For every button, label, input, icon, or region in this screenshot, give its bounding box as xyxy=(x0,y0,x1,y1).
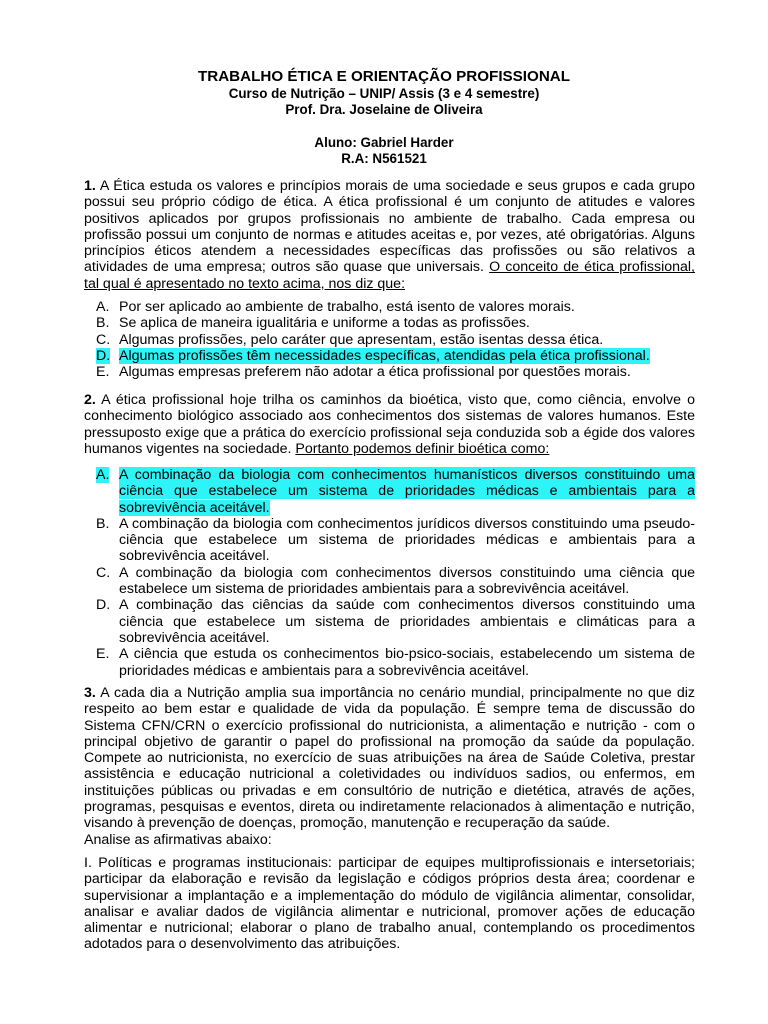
option-text: Por ser aplicado ao ambiente de trabalho, está isento de valores morais. xyxy=(119,299,575,315)
option-letter: B. xyxy=(96,315,110,332)
document-header xyxy=(0,68,768,167)
question-3 xyxy=(84,685,695,848)
question-1-prompt: O conceito de ética profissional, tal qual é apresentado no texto acima, nos diz que: xyxy=(84,259,695,292)
course-line: Curso de Nutrição – UNIP/ Assis (3 e 4 semestre) xyxy=(228,86,540,101)
question-3-text xyxy=(84,685,695,832)
option-text: Algumas profissões, pelo caráter que apresentam, estão isentas dessa ética. xyxy=(119,331,604,348)
question-2-body: A ética profissional hoje trilha os caminhos da bioética, visto que, como ciência, envolve o conhecimento biológico associado aos conhecimentos dos sistemas de valores humanos. Este pressuposto exige que a prática do exercício profissional seja conduzida sob a égide dos valores humanos vigentes na sociedade. xyxy=(84,392,695,457)
question-3-number: 3. xyxy=(84,685,96,701)
option-2e xyxy=(84,646,695,679)
ra-line: R.A: N561521 xyxy=(341,151,427,166)
option-text: A ciência que estuda os conhecimentos bio-psico-sociais, estabelecendo um sistema de prioridades médicas e ambientais para a sobrevivência aceitável. xyxy=(119,646,695,679)
option-2d xyxy=(84,597,695,646)
question-3-body: A cada dia a Nutrição amplia sua importância no cenário mundial, principalmente no que diz respeito ao bem estar e qualidade de vida da população. É sempre tema de discussão do Sistema CFN/CRN o exercício profissional do nutricionista, a alimentação e nutrição - com o principal objetivo de garantir o papel do profissional na promoção da saúde da população. Compete ao nutricionista, no exercício de suas atribuições na área de Saúde Coletiva, prestar assistência e educação nutricional a coletividades ou indivíduos sadios, ou enfermos, em instituições públicas ou privadas e em consultório de nutrição e dietética, através de ações, programas, pesquisas e eventos, direta ou indiretamente relacionados à alimentação e nutrição, visando à prevenção de doenças, promoção, manutenção e recuperação da saúde. xyxy=(84,685,695,832)
option-2b xyxy=(84,516,695,565)
question-1-number: 1. xyxy=(84,178,96,194)
option-text: Algumas empresas preferem não adotar a ética profissional por questões morais. xyxy=(119,364,631,381)
item-i-text: I. Políticas e programas institucionais: participar de equipes multiprofissionais e intersetoriais; participar da elaboração e revisão da legislação e códigos próprios desta área; coordenar e supervisionar a implantação e a implementação do módulo de vigilância alimentar, consolidar, analisar e avaliar dados de vigilância alimentar e nutricional, promover ações de educação alimentar e nutricional; elaborar o plano de trabalho anual, contemplando os procedimentos adotados para o desenvolvimento das atribuições. xyxy=(84,855,695,953)
option-2a-highlighted xyxy=(84,467,695,516)
question-2-text xyxy=(84,392,695,457)
option-letter: D. xyxy=(96,347,111,364)
question-2-number: 2. xyxy=(84,392,96,408)
option-1e xyxy=(84,364,695,380)
option-letter: B. xyxy=(96,515,110,532)
option-1b xyxy=(84,315,695,331)
option-2c xyxy=(84,565,695,598)
question-2-options xyxy=(84,467,695,679)
option-text: Se aplica de maneira igualitária e uniforme a todas as profissões. xyxy=(119,315,530,332)
option-letter: E. xyxy=(96,364,110,381)
option-letter: D. xyxy=(96,597,111,614)
option-letter: C. xyxy=(96,564,111,581)
option-1d-highlighted xyxy=(84,348,695,364)
option-letter: E. xyxy=(96,646,110,663)
question-1-body: A Ética estuda os valores e princípios morais de uma sociedade e seus grupos e cada grupo possui seu próprio código de ética. A ética profissional é um conjunto de atitudes e valores positivos aplicados por grupos profissionais no ambiente de trabalho. Cada empresa ou profissão possui um conjunto de normas e atitudes aceitas e, por vezes, até obrigatórias. Alguns princípios éticos atendem a necessidades específicas das profissões ou são relativos a atividades de uma empresa; outros são quase que universais. xyxy=(84,178,695,276)
option-text: A combinação da biologia com conhecimentos humanísticos diversos constituindo uma ciência que estabelece um sistema de prioridades médicas e ambientais para a sobrevivência aceitável. xyxy=(119,467,695,516)
student-line: Aluno: Gabriel Harder xyxy=(314,135,454,150)
professor-line: Prof. Dra. Joselaine de Oliveira xyxy=(285,102,483,117)
question-2-prompt: Portanto podemos definir bioética como: xyxy=(295,440,550,457)
question-3-instruction: Analise as afirmativas abaixo: xyxy=(84,831,272,848)
question-1-options xyxy=(84,299,695,380)
option-text: A combinação das ciências da saúde com conhecimentos diversos constituindo uma ciência que estabelece um sistema de prioridades ambientais e climáticas para a sobrevivência aceitável. xyxy=(119,597,695,646)
document-title: TRABALHO ÉTICA E ORIENTAÇÃO PROFISSIONAL xyxy=(197,68,571,85)
option-letter: C. xyxy=(96,331,111,348)
option-1a xyxy=(84,299,695,315)
header-spacer xyxy=(0,118,768,135)
option-letter: A. xyxy=(96,299,110,315)
option-text: A combinação da biologia com conhecimentos diversos constituindo uma ciência que estabelece um sistema de prioridades ambientais para a sobrevivência aceitável. xyxy=(119,564,695,598)
option-letter: A. xyxy=(96,467,110,483)
option-text: Algumas profissões têm necessidades específicas, atendidas pela ética profissional. xyxy=(119,347,650,364)
question-1 xyxy=(84,178,695,292)
option-1c xyxy=(84,332,695,348)
question-2 xyxy=(84,392,695,457)
question-3-item-i xyxy=(84,855,695,953)
question-1-text xyxy=(84,178,695,292)
option-text: A combinação da biologia com conhecimentos jurídicos diversos constituindo uma pseudo-ciência que estabelece um sistema de prioridades médicas e ambientais para a sobrevivência aceitável. xyxy=(119,515,695,565)
